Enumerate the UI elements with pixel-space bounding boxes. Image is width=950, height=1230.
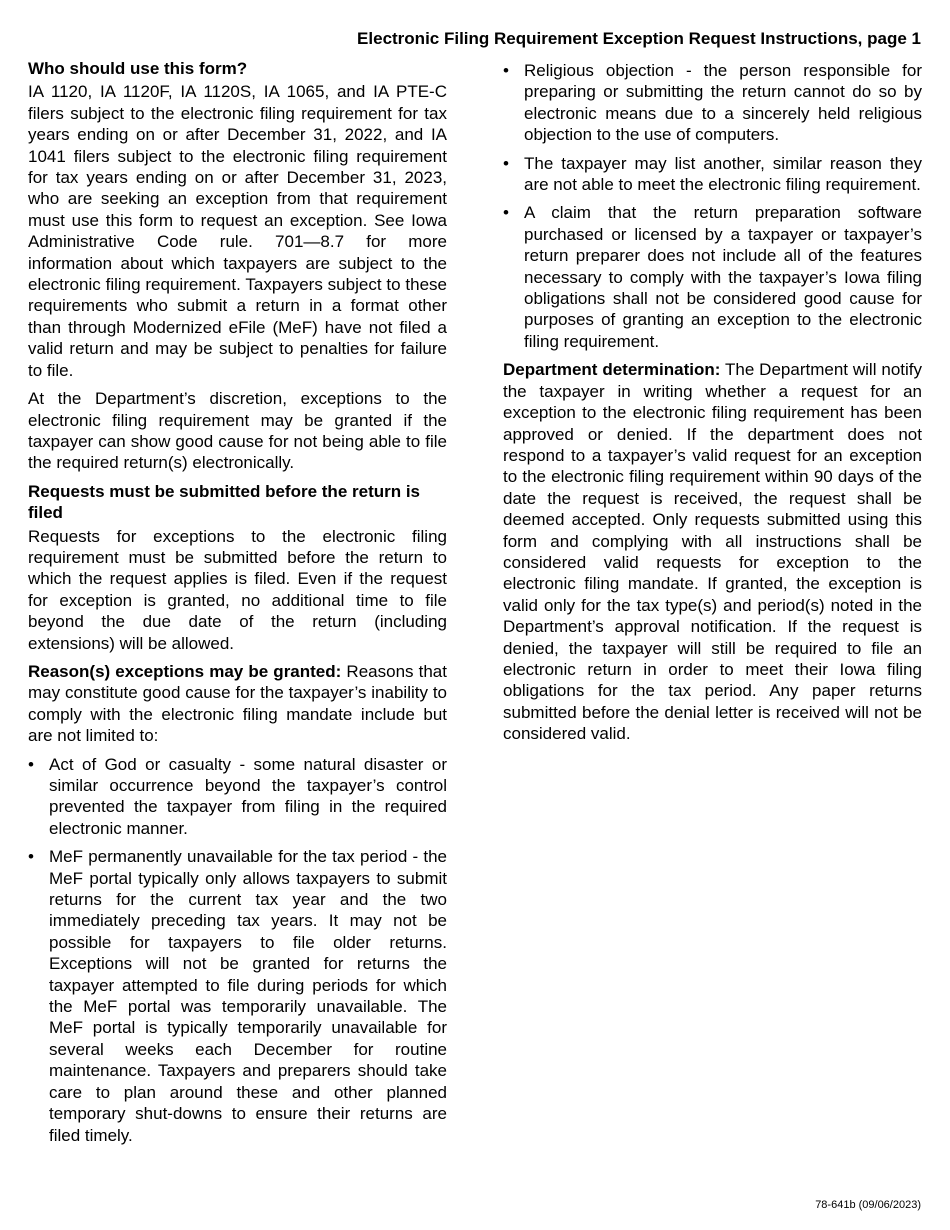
- bullet-icon: •: [28, 847, 34, 867]
- right-column: [503, 60, 922, 752]
- list-item: [503, 153, 922, 196]
- reasons-lead: Reason(s) exceptions may be granted:: [28, 661, 342, 681]
- discretion-paragraph: At the Department’s discretion, exceptions to the electronic filing requirement may be granted if the taxpayer can show good cause for not being able to file the required return(s) electronically.: [28, 389, 447, 473]
- determination-body: The Department will notify the taxpayer in writing whether a request for an exception to the electronic filing requirement has been approved or denied. If the department does not respond to a taxpayer’s valid request for an exception to the electronic filing requirement within 90 days of the date the request is received, the request shall be deemed accepted. Only requests submitted using this form and complying with all instructions shall be considered valid requests for exception to the electronic filing mandate. If granted, the exception is valid only for the tax type(s) and period(s) noted in the Department’s approval notification. If the request is denied, the taxpayer will still be required to file an electronic return in order to meet their Iowa filing obligations for the tax period. Any paper returns submitted before the denial letter is received will not be considered valid.: [503, 360, 923, 744]
- bullet-icon: •: [28, 754, 34, 774]
- who-should-use-paragraph: IA 1120, IA 1120F, IA 1120S, IA 1065, and IA PTE-C filers subject to the electronic filing requirement for tax years ending on or after December 31, 2022, and IA 1041 filers subject to the electronic filing requirement for tax years ending on or after December 31, 2023, who are seeking an exception from that requirement must use this form to request an exception. See Iowa Administrative Code rule. 701—8.7 for more information about which taxpayers are subject to the electronic filing requirement. Taxpayers subject to these requirements who submit a return in a format other than through Modernized eFile (MeF) have not filed a valid return and may be subject to penalties for failure to file.: [28, 82, 447, 380]
- reasons-paragraph: [28, 661, 447, 747]
- list-item: [503, 60, 922, 146]
- reasons-body: Reasons that may constitute good cause for the taxpayer’s inability to comply with the electronic filing mandate include but are not limited to:: [28, 661, 447, 746]
- left-column: [28, 58, 447, 1153]
- list-item-text: Act of God or casualty - some natural disaster or similar occurrence beyond the taxpayer’s control prevented the taxpayer from filing in the required electronic manner.: [49, 754, 447, 838]
- form-id-footer: 78-641b (09/06/2023): [815, 1199, 921, 1211]
- list-item: [503, 202, 922, 352]
- list-item-text: MeF permanently unavailable for the tax period - the MeF portal typically only allows taxpayers to submit returns for the current tax year and the two immediately preceding tax years. It may not be possible for taxpayers to file older returns. Exceptions will not be granted for returns the taxpayer attempted to file during periods for which the MeF portal was temporarily unavailable. The MeF portal is typically temporarily unavailable for several weeks each December for routine maintenance. Taxpayers and preparers should take care to plan around these and other planned temporary shut-downs to ensure their returns are filed timely.: [49, 847, 447, 1145]
- bullet-icon: •: [503, 153, 509, 173]
- reasons-list-right: [503, 60, 922, 352]
- page-header-title: Electronic Filing Requirement Exception Request Instructions, page 1: [357, 29, 921, 48]
- who-should-use-heading: Who should use this form?: [28, 59, 248, 78]
- requests-paragraph: Requests for exceptions to the electronic filing requirement must be submitted before the return to which the request applies is filed. Even if the request for exception is granted, no additional time to file beyond the due date of the return (including extensions) will be allowed.: [28, 526, 447, 653]
- list-item-text: A claim that the return preparation software purchased or licensed by a taxpayer or taxpayer’s return preparer does not include all of the features necessary to comply with the taxpayer’s Iowa filing obligations shall not be considered good cause for purposes of granting an exception to the electronic filing requirement.: [524, 203, 922, 351]
- determination-paragraph: [503, 359, 922, 744]
- bullet-icon: •: [503, 203, 509, 223]
- list-item: [28, 846, 447, 1146]
- list-item-text: Religious objection - the person responsible for preparing or submitting the return cannot do so by electronic means due to a sincerely held religious objection to the use of computers.: [524, 61, 922, 145]
- determination-lead: Department determination:: [503, 360, 721, 380]
- reasons-list-left: [28, 754, 447, 1146]
- list-item: [28, 754, 447, 840]
- list-item-text: The taxpayer may list another, similar reason they are not able to meet the electronic filing requirement.: [524, 153, 922, 195]
- requests-heading: Requests must be submitted before the return is filed: [28, 481, 421, 523]
- bullet-icon: •: [503, 61, 509, 80]
